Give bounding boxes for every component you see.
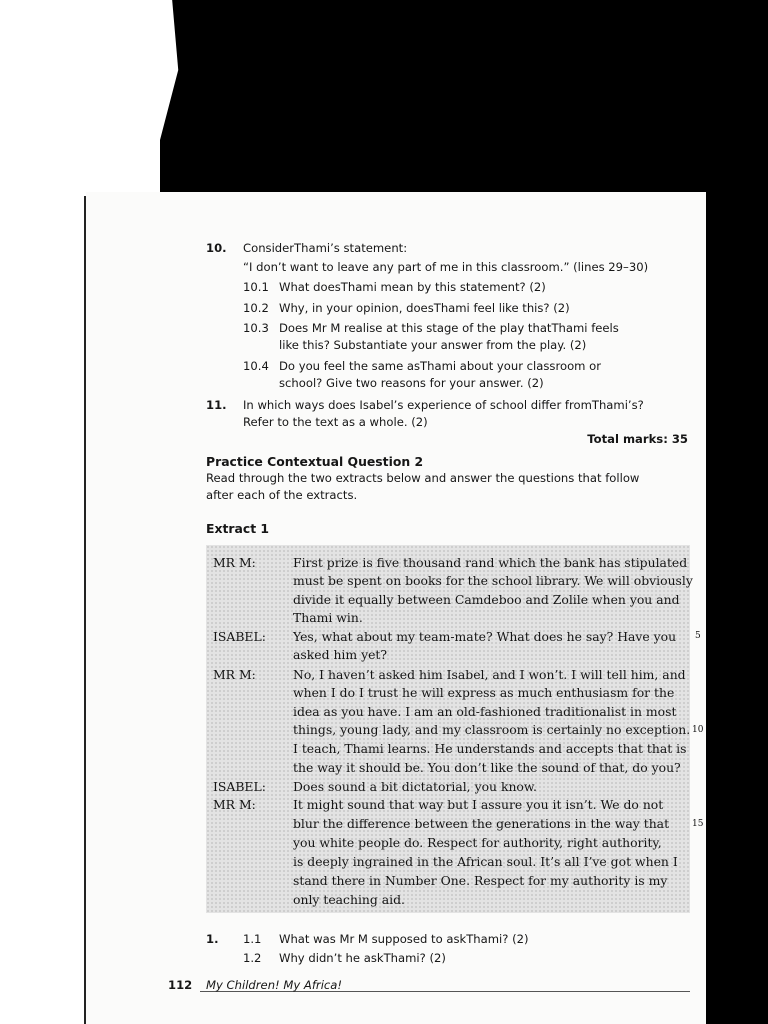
practice-intro-line2: after each of the extracts. [206, 488, 358, 502]
dialogue-line: blur the difference between the generations in the way that [293, 816, 670, 831]
dialogue-line: stand there in Number One. Respect for my authority is my [293, 873, 668, 888]
q1-1-text: What was Mr M supposed to askThami? (2) [279, 932, 529, 946]
q10-1-text: What doesThami mean by this statement? (2) [279, 280, 546, 294]
practice-intro-line1: Read through the two extracts below and answer the questions that follow [206, 471, 640, 485]
speaker-label: MR M: [213, 555, 256, 570]
dialogue-line: must be spent on books for the school library. We will obviously [293, 573, 693, 588]
scan-shadow-right [706, 190, 768, 1024]
q11-text-line2: Refer to the text as a whole. (2) [243, 415, 428, 429]
q11-number: 11. [206, 398, 227, 412]
total-marks: Total marks: 35 [587, 432, 688, 446]
dialogue-line: when I do I trust he will express as much enthusiasm for the [293, 685, 675, 700]
q10-1-number: 10.1 [243, 280, 269, 294]
line-number: 10 [692, 725, 704, 735]
dialogue-line: idea as you have. I am an old-fashioned traditionalist in most [293, 704, 677, 719]
line-number: 15 [692, 819, 704, 829]
speaker-label: MR M: [213, 797, 256, 812]
dialogue-line: asked him yet? [293, 647, 388, 662]
q10-text: ConsiderThami’s statement: [243, 241, 408, 255]
dialogue-line: It might sound that way but I assure you it isn’t. We do not [293, 797, 664, 812]
speaker-label: ISABEL: [213, 629, 266, 644]
q1-2-number: 1.2 [243, 951, 262, 965]
dialogue-line: is deeply ingrained in the African soul. It’s all I’ve got when I [293, 854, 678, 869]
line-number: 5 [695, 631, 701, 641]
book-title: My Children! My Africa! [206, 978, 343, 992]
extract-heading: Extract 1 [206, 521, 270, 536]
q10-3-text-line2: like this? Substantiate your answer from the play. (2) [279, 338, 587, 352]
q10-4-text-line1: Do you feel the same asThami about your classroom or [279, 359, 602, 373]
q10-2-number: 10.2 [243, 301, 269, 315]
dialogue-line: I teach, Thami learns. He understands and accepts that that is [293, 741, 687, 756]
dialogue-line: the way it should be. You don’t like the sound of that, do you? [293, 760, 681, 775]
dialogue-line: only teaching aid. [293, 892, 405, 907]
q10-3-number: 10.3 [243, 321, 269, 335]
q10-3-text-line1: Does Mr M realise at this stage of the play thatThami feels [279, 321, 619, 335]
dialogue-line: divide it equally between Camdeboo and Zolile when you and [293, 592, 680, 607]
page-number: 112 [168, 978, 193, 992]
dialogue-line: things, young lady, and my classroom is certainly no exception. [293, 722, 691, 737]
dialogue-line: First prize is five thousand rand which the bank has stipulated [293, 555, 688, 570]
q10-number: 10. [206, 241, 227, 255]
dialogue-line: Thami win. [293, 610, 363, 625]
dialogue-line: Does sound a bit dictatorial, you know. [293, 779, 537, 794]
speaker-label: MR M: [213, 667, 256, 682]
q10-quote: “I don’t want to leave any part of me in this classroom.” (lines 29–30) [243, 260, 649, 274]
dialogue-line: Yes, what about my team-mate? What does he say? Have you [293, 629, 677, 644]
dialogue-line: No, I haven’t asked him Isabel, and I won’t. I will tell him, and [293, 667, 686, 682]
practice-heading: Practice Contextual Question 2 [206, 454, 424, 469]
q1-number: 1. [206, 932, 219, 946]
q1-2-text: Why didn’t he askThami? (2) [279, 951, 446, 965]
q10-4-text-line2: school? Give two reasons for your answer. (2) [279, 376, 544, 390]
q10-2-text: Why, in your opinion, doesThami feel like this? (2) [279, 301, 570, 315]
q10-4-number: 10.4 [243, 359, 269, 373]
dialogue-line: you white people do. Respect for authority, right authority, [293, 835, 662, 850]
speaker-label: ISABEL: [213, 779, 266, 794]
q1-1-number: 1.1 [243, 932, 262, 946]
q11-text-line1: In which ways does Isabel’s experience of school differ fromThami’s? [243, 398, 644, 412]
scan-shadow-top-right [160, 0, 768, 200]
